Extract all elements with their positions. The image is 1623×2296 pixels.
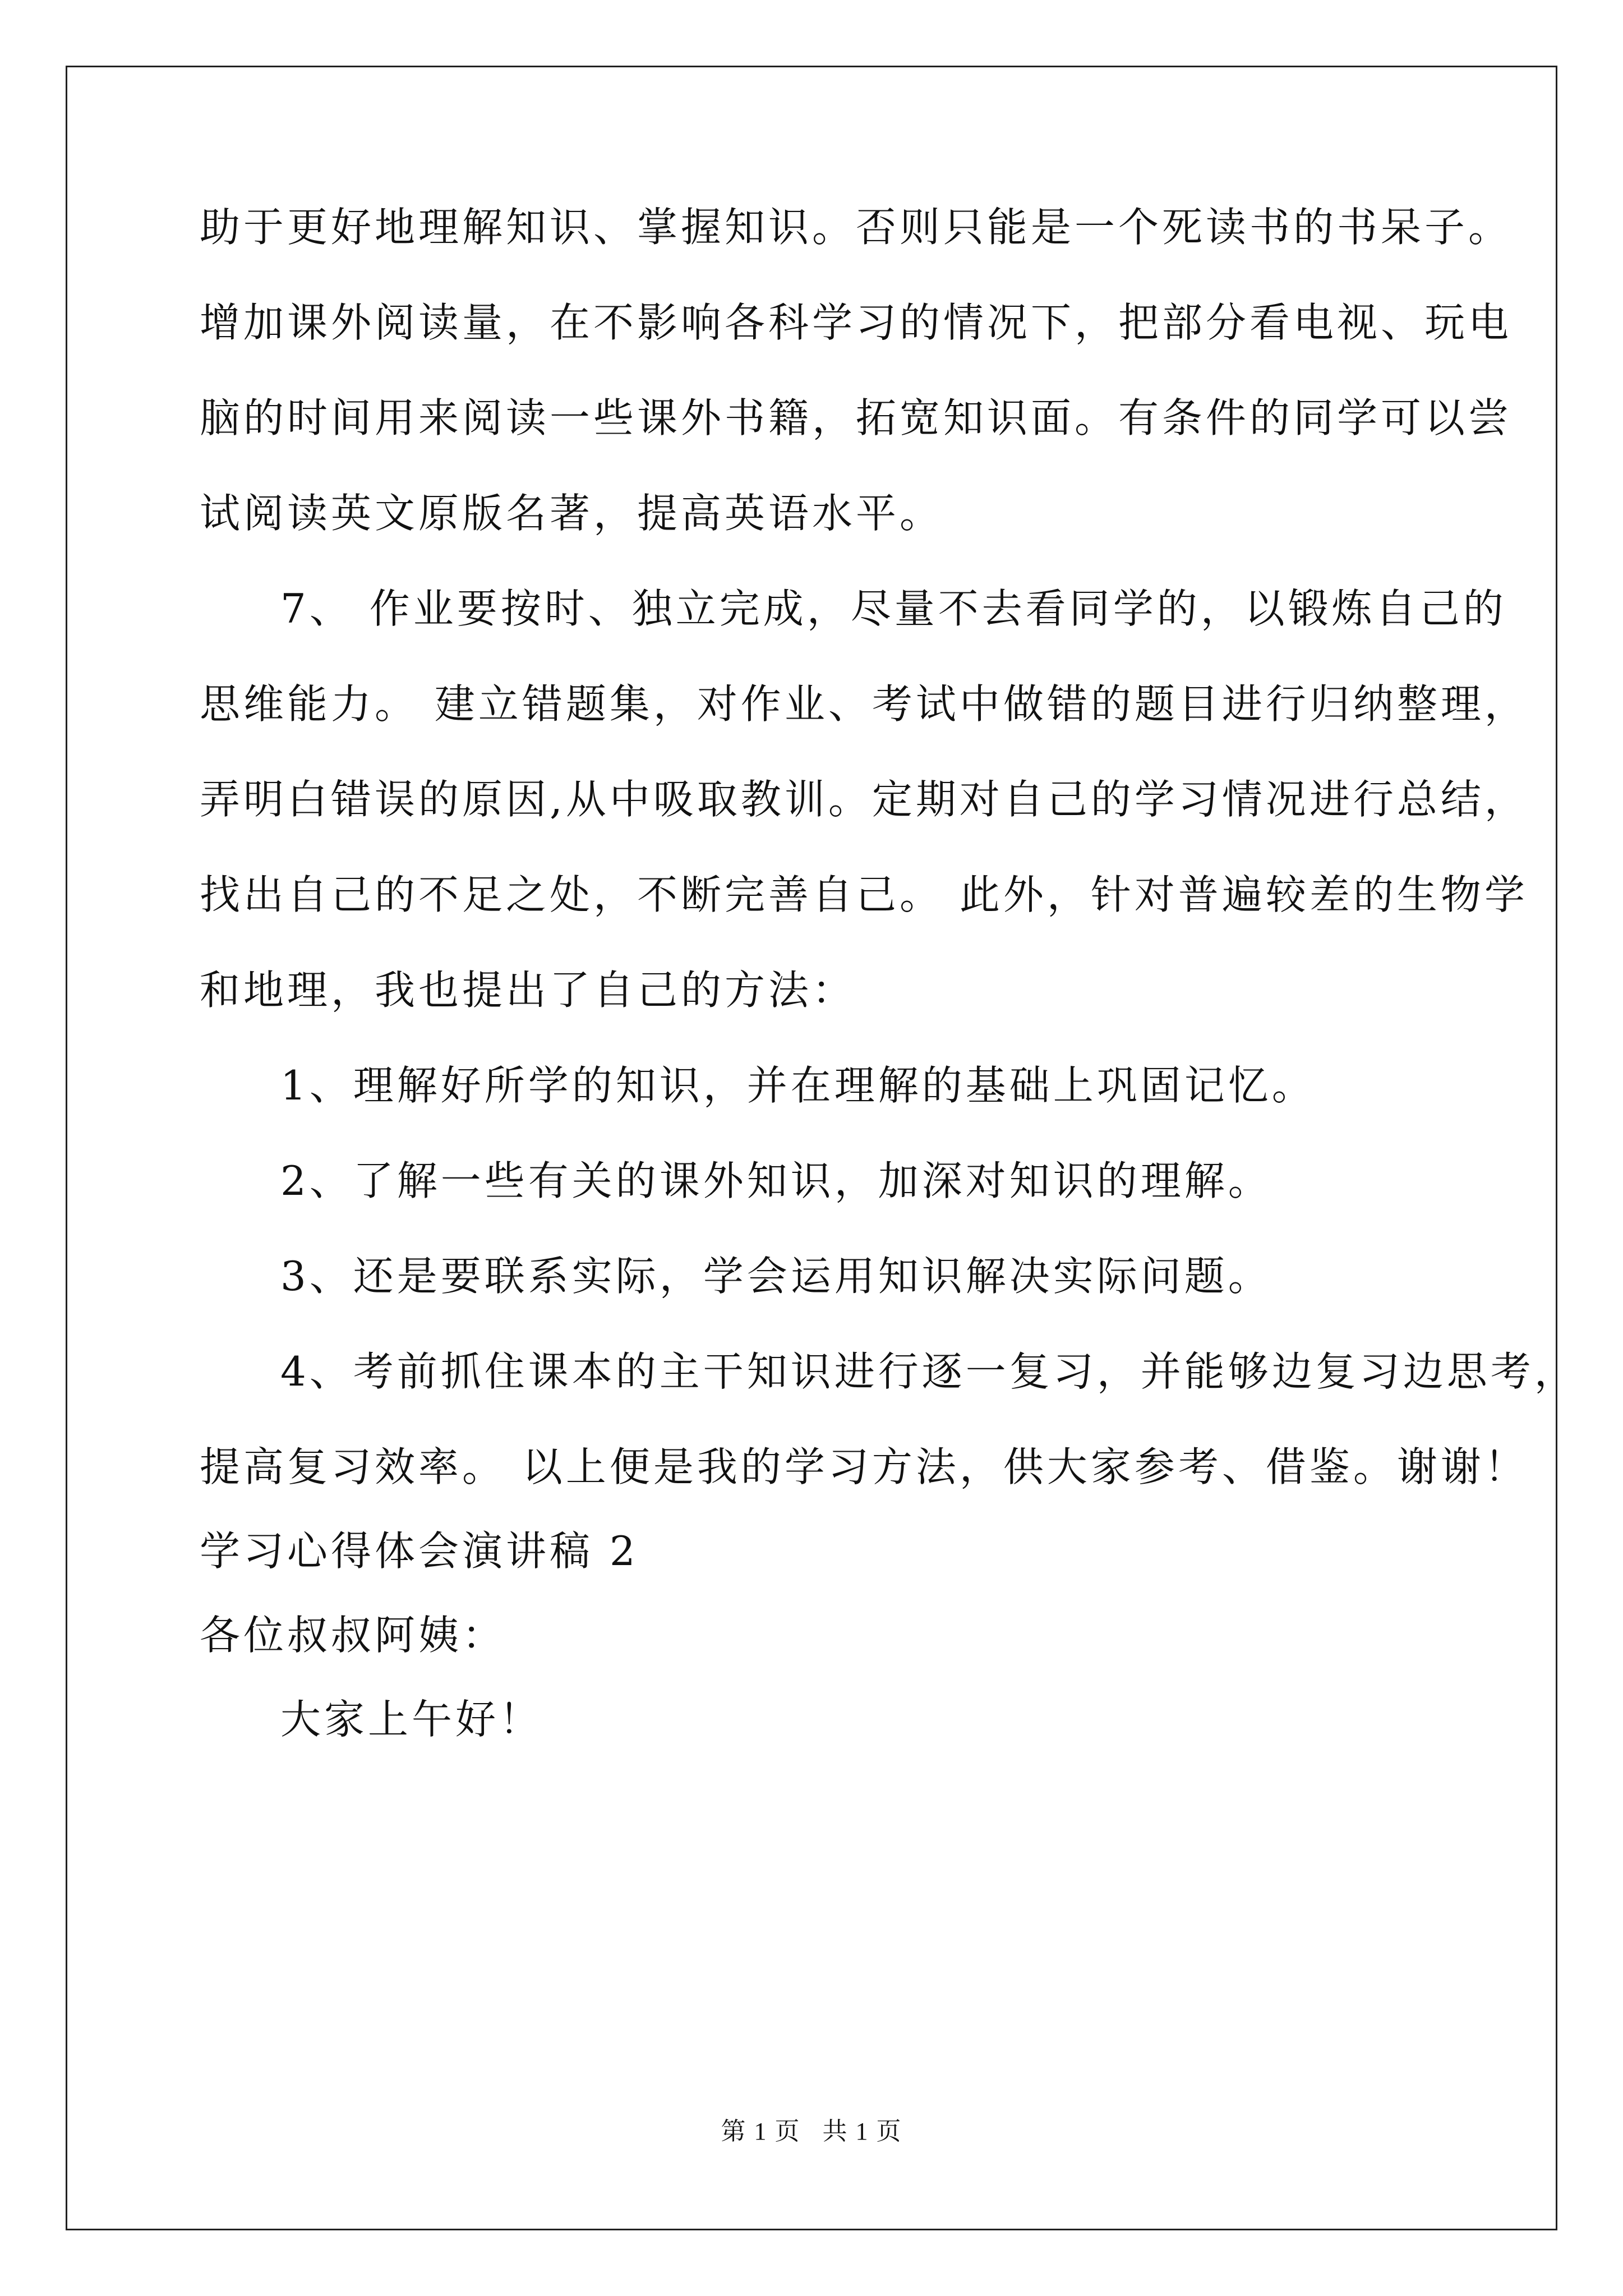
paragraph-line: 2、了解一些有关的课外知识，加深对知识的理解。 (280, 1157, 1272, 1204)
paragraph-line: 7、 作业要按时、独立完成，尽量不去看同学的，以锻炼自己的 (280, 585, 1507, 632)
page-number-footer: 第 1 页 共 1 页 (721, 2118, 902, 2145)
greeting: 大家上午好！ (280, 1696, 543, 1743)
paragraph-line: 提高复习效率。 以上便是我的学习方法，供大家参考、借鉴。谢谢！ (200, 1443, 1528, 1490)
paragraph-line: 增加课外阅读量，在不影响各科学习的情况下，把部分看电视、玩电 (200, 299, 1513, 346)
paragraph-line: 找出自己的不足之处，不断完善自己。 此外，针对普遍较差的生物学 (200, 871, 1528, 918)
paragraph-line: 弄明白错误的原因,从中吸取教训。定期对自己的学习情况进行总结， (200, 776, 1528, 823)
paragraph-line: 4、考前抓住课本的主干知识进行逐一复习，并能够边复习边思考， (280, 1348, 1578, 1395)
paragraph-line: 和地理，我也提出了自己的方法： (200, 967, 856, 1014)
section-heading: 学习心得体会演讲稿 2 (200, 1527, 639, 1575)
paragraph-line: 试阅读英文原版名著，提高英语水平。 (200, 490, 944, 537)
paragraph-line: 3、还是要联系实际，学会运用知识解决实际问题。 (280, 1253, 1272, 1300)
paragraph-line: 脑的时间用来阅读一些课外书籍，拓宽知识面。有条件的同学可以尝 (200, 394, 1513, 441)
paragraph-line: 1、理解好所学的知识，并在理解的基础上巩固记忆。 (280, 1062, 1316, 1109)
salutation: 各位叔叔阿姨： (200, 1612, 506, 1659)
paragraph-line: 助于更好地理解知识、掌握知识。否则只能是一个死读书的书呆子。 (200, 204, 1513, 251)
paragraph-line: 思维能力。 建立错题集，对作业、考试中做错的题目进行归纳整理， (200, 680, 1528, 728)
